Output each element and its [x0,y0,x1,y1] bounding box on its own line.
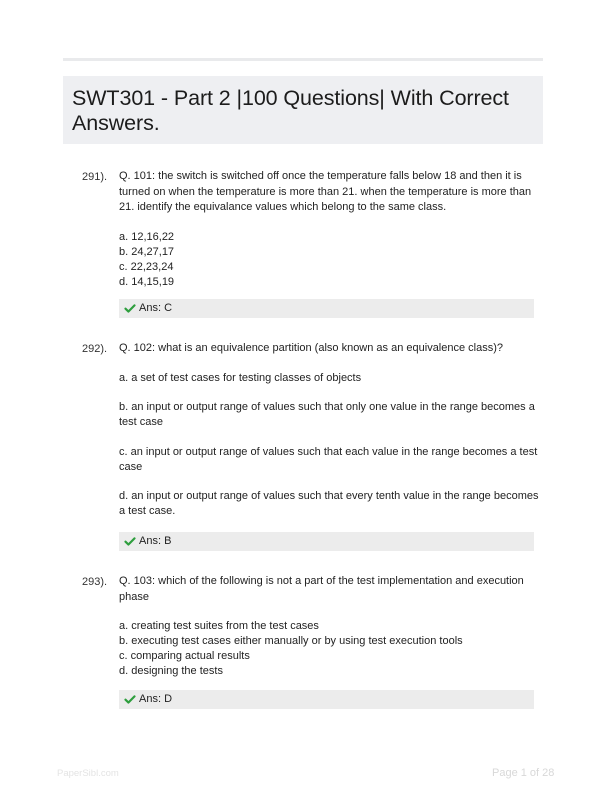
question-text: Q. 103: which of the following is not a part of the test implementation and execution phase [119,575,524,603]
question-body [119,341,539,519]
check-icon [124,304,136,313]
question-number: 291). [82,171,108,183]
option-c: c. an input or output range of values such that each value in the range becomes a test case [119,445,538,473]
top-divider [63,58,543,61]
question-text: Q. 101: the switch is switched off once the temperature falls below 18 and then it is turned on when the temperature is more than 21. when the temperature is more than 21. identify the equivalance values which belong to the same class. [119,170,532,213]
footer-site-link[interactable]: PaperSibl.com [57,768,119,779]
answer-bar [119,299,534,318]
answer-text: Ans: C [139,302,173,314]
option-c: c. 22,23,24 [119,260,174,273]
answer-bar [119,690,534,709]
option-a: a. 12,16,22 [119,230,175,243]
answer-text: Ans: B [139,535,172,547]
question-number: 293). [82,576,108,588]
option-b: b. an input or output range of values such that only one value in the range becomes a test case [119,401,535,428]
check-icon [124,537,136,546]
document-title-box [63,76,543,144]
page-indicator: Page 1 of 28 [492,767,555,779]
question-text: Q. 102: what is an equivalence partition (also known as an equivalence class)? [119,342,504,354]
option-d: d. designing the tests [119,665,223,677]
option-c: c. comparing actual results [119,650,250,662]
question-body [119,169,539,290]
option-b: b. 24,27,17 [119,245,175,258]
option-a: a. a set of test cases for testing classes of objects [119,371,362,384]
option-d: d. an input or output range of values such that every tenth value in the range becomes a test case. [119,490,539,517]
option-d: d. 14,15,19 [119,275,175,288]
option-a: a. creating test suites from the test cases [119,620,319,632]
question-number: 292). [82,343,108,355]
answer-bar [119,532,534,551]
check-icon [124,695,136,704]
document-title: SWT301 - Part 2 |100 Questions| With Correct Answers. [72,86,509,135]
option-b: b. executing test cases either manually or by using test execution tools [119,635,463,647]
answer-text: Ans: D [139,693,173,705]
question-body [119,574,539,679]
